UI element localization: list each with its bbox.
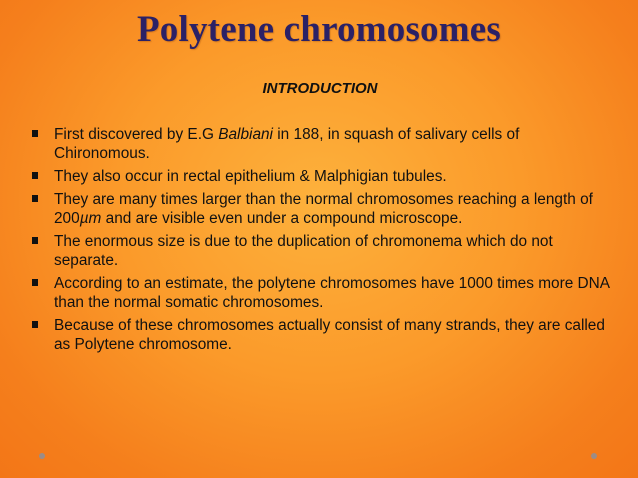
bullet-text: According to an estimate, the polytene chromosomes have 1000 times more DNA than the normal somatic chromosomes. <box>54 275 610 311</box>
bullet-item <box>30 167 610 186</box>
author-name: Balbiani <box>218 126 273 143</box>
bullet-list <box>30 125 610 358</box>
bullet-item <box>30 274 610 312</box>
square-bullet-icon <box>32 237 38 244</box>
bullet-text: They are many times larger than the normal chromosomes reaching a length of 200µm and are visible even under a compound microscope. <box>54 191 593 227</box>
decorative-dot-right <box>591 453 597 459</box>
square-bullet-icon <box>32 130 38 137</box>
unit-text: µm <box>79 210 102 227</box>
square-bullet-icon <box>32 172 38 179</box>
square-bullet-icon <box>32 321 38 328</box>
bullet-text: They also occur in rectal epithelium & Malphigian tubules. <box>54 168 447 185</box>
bullet-item <box>30 125 610 163</box>
decorative-dot-left <box>39 453 45 459</box>
bullet-item <box>30 316 610 354</box>
slide-title: Polytene chromosomes <box>137 9 501 50</box>
square-bullet-icon <box>32 195 38 202</box>
bullet-item <box>30 190 610 228</box>
bullet-item <box>30 232 610 270</box>
bullet-text: Because of these chromosomes actually consist of many strands, they are called as Polytene chromosome. <box>54 317 605 353</box>
slide-subtitle: INTRODUCTION <box>262 80 378 97</box>
bullet-text: The enormous size is due to the duplication of chromonema which do not separate. <box>54 233 553 269</box>
square-bullet-icon <box>32 279 38 286</box>
bullet-text: First discovered by E.G Balbiani in 188, in squash of salivary cells of Chironomous. <box>54 126 520 162</box>
